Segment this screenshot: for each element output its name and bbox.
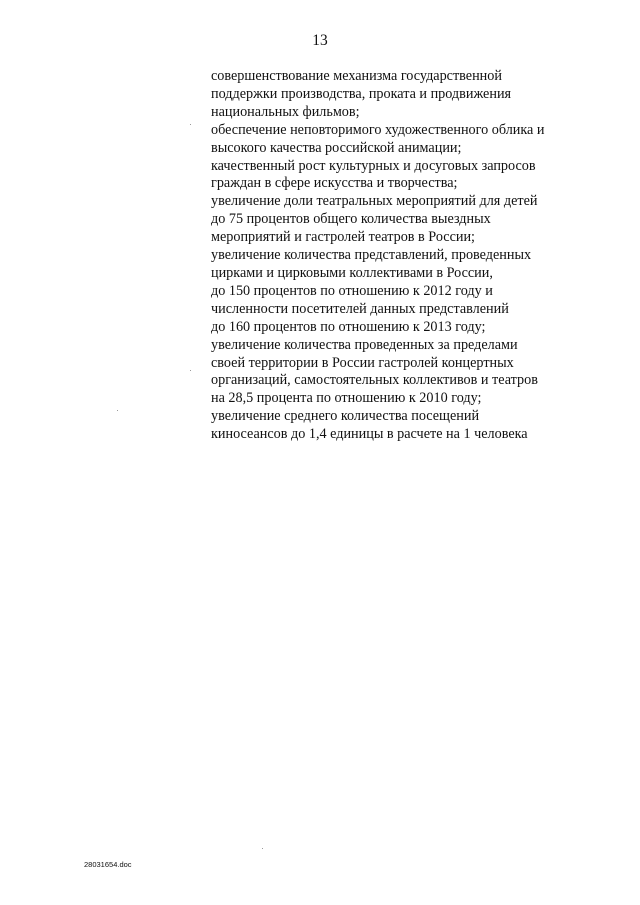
text-line: мероприятий и гастролей театров в России; [211, 229, 475, 246]
text-line: цирками и цирковыми коллективами в России, [211, 264, 493, 281]
text-line: численности посетителей данных представлений [211, 300, 509, 317]
text-line: качественный рост культурных и досуговых запросов [211, 157, 536, 174]
text-line: граждан в сфере искусства и творчества; [211, 175, 458, 192]
text-line: обеспечение неповторимого художественного облика и [211, 121, 545, 138]
text-line: на 28,5 процента по отношению к 2010 году; [211, 390, 482, 407]
scan-speck [117, 410, 118, 411]
text-line: увеличение количества представлений, проведенных [211, 247, 532, 264]
body-text [211, 68, 631, 444]
text-line: увеличение количества проведенных за пределами [211, 336, 518, 353]
text-line: киносеансов до 1,4 единицы в расчете на 1 человека [211, 426, 528, 443]
text-line: организаций, самостоятельных коллективов и театров [211, 372, 538, 389]
text-line: высокого качества российской анимации; [211, 139, 462, 156]
text-line: поддержки производства, проката и продвижения [211, 85, 512, 102]
page-number: 13 [312, 32, 328, 49]
scan-speck [190, 124, 191, 125]
text-line: национальных фильмов; [211, 103, 360, 120]
text-line: до 150 процентов по отношению к 2012 году и [211, 282, 493, 299]
text-line: до 160 процентов по отношению к 2013 году; [211, 318, 486, 335]
text-line: своей территории в России гастролей концертных [211, 354, 514, 371]
text-line: совершенствование механизма государственной [211, 68, 502, 84]
text-line: увеличение среднего количества посещений [211, 408, 480, 425]
scan-speck [262, 848, 263, 849]
text-line: увеличение доли театральных мероприятий для детей [211, 193, 538, 210]
text-line: до 75 процентов общего количества выездных [211, 211, 491, 228]
footer-filename: 28031654.doc [84, 860, 132, 869]
scan-speck [190, 370, 191, 371]
